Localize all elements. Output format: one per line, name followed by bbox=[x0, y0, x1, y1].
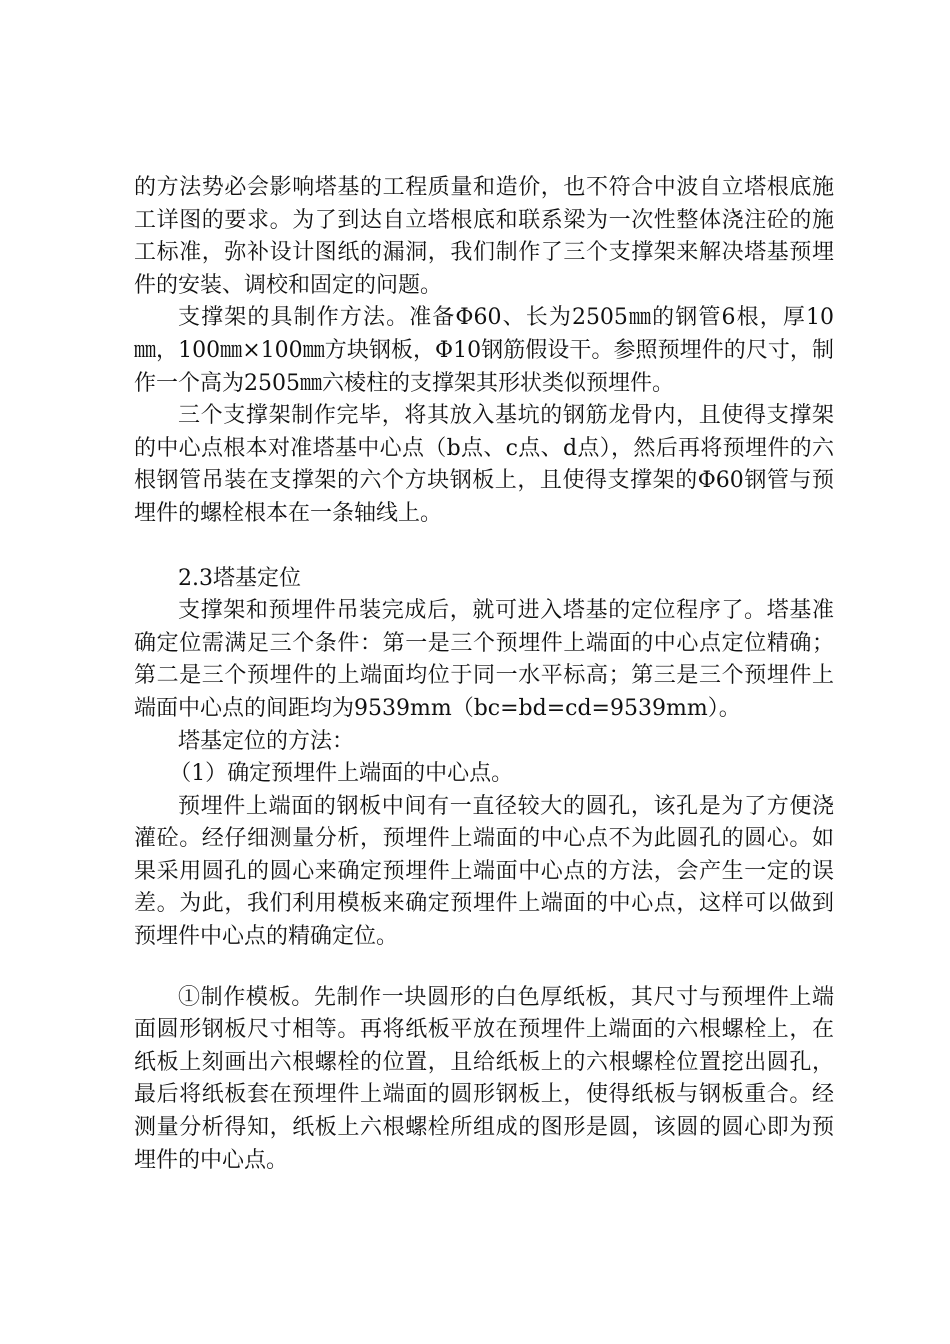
paragraph-positioning-conditions: 支撑架和预埋件吊装完成后，就可进入塔基的定位程序了。塔基准确定位需满足三个条件：第一是三个预埋件上端面的中心点定位精确；第二是三个预埋件的上端面均位于同一水平标高；第三是三个预埋件上端面中心点的间距均为9539mm（bc=bd=cd=9539mm）。 bbox=[134, 598, 834, 721]
section-heading: 2.3塔基定位 bbox=[178, 565, 301, 591]
paragraph-center-point-analysis: 预埋件上端面的钢板中间有一直径较大的圆孔，该孔是为了方便浇灌砼。经仔细测量分析，预埋件上端面的中心点不为此圆孔的圆心。如果采用圆孔的圆心来确定预埋件上端面中心点的方法，会产生一定的误差。为此，我们利用模板来确定预埋件上端面的中心点，这样可以做到预埋件中心点的精确定位。 bbox=[134, 793, 834, 950]
paragraph-support-frame-method: 支撑架的具制作方法。准备Φ60、长为2505㎜的钢管6根，厚10㎜，100㎜×100㎜方块钢板，Φ10钢筋假设干。参照预埋件的尺寸，制作一个高为2505㎜六棱柱的支撑架其形状类似预埋件。 bbox=[134, 305, 834, 396]
paragraph-step-1-label: （1）确定预埋件上端面的中心点。 bbox=[169, 761, 514, 787]
paragraph-positioning-method-label: 塔基定位的方法： bbox=[178, 728, 355, 754]
document-page bbox=[134, 172, 834, 1177]
paragraph-support-frame-placement: 三个支撑架制作完毕，将其放入基坑的钢筋龙骨内，且使得支撑架的中心点根本对准塔基中心点（b点、c点、d点），然后再将预埋件的六根钢管吊装在支撑架的六个方块钢板上，且使得支撑架的Φ60钢管与预埋件的螺栓根本在一条轴线上。 bbox=[134, 403, 834, 526]
paragraph-template-making: ①制作模板。先制作一块圆形的白色厚纸板，其尺寸与预埋件上端面圆形钢板尺寸相等。再将纸板平放在预埋件上端面的六根螺栓上，在纸板上刻画出六根螺栓的位置，且给纸板上的六根螺栓位置挖出圆孔，最后将纸板套在预埋件上端面的圆形钢板上，使得纸板与钢板重合。经测量分析得知，纸板上六根螺栓所组成的图形是圆，该圆的圆心即为预埋件的中心点。 bbox=[134, 984, 834, 1173]
paragraph-continuation: 的方法势必会影响塔基的工程质量和造价，也不符合中波自立塔根底施工详图的要求。为了到达自立塔根底和联系梁为一次性整体浇注砼的施工标准，弥补设计图纸的漏洞，我们制作了三个支撑架来解决塔基预埋件的安装、调校和固定的问题。 bbox=[134, 175, 834, 298]
